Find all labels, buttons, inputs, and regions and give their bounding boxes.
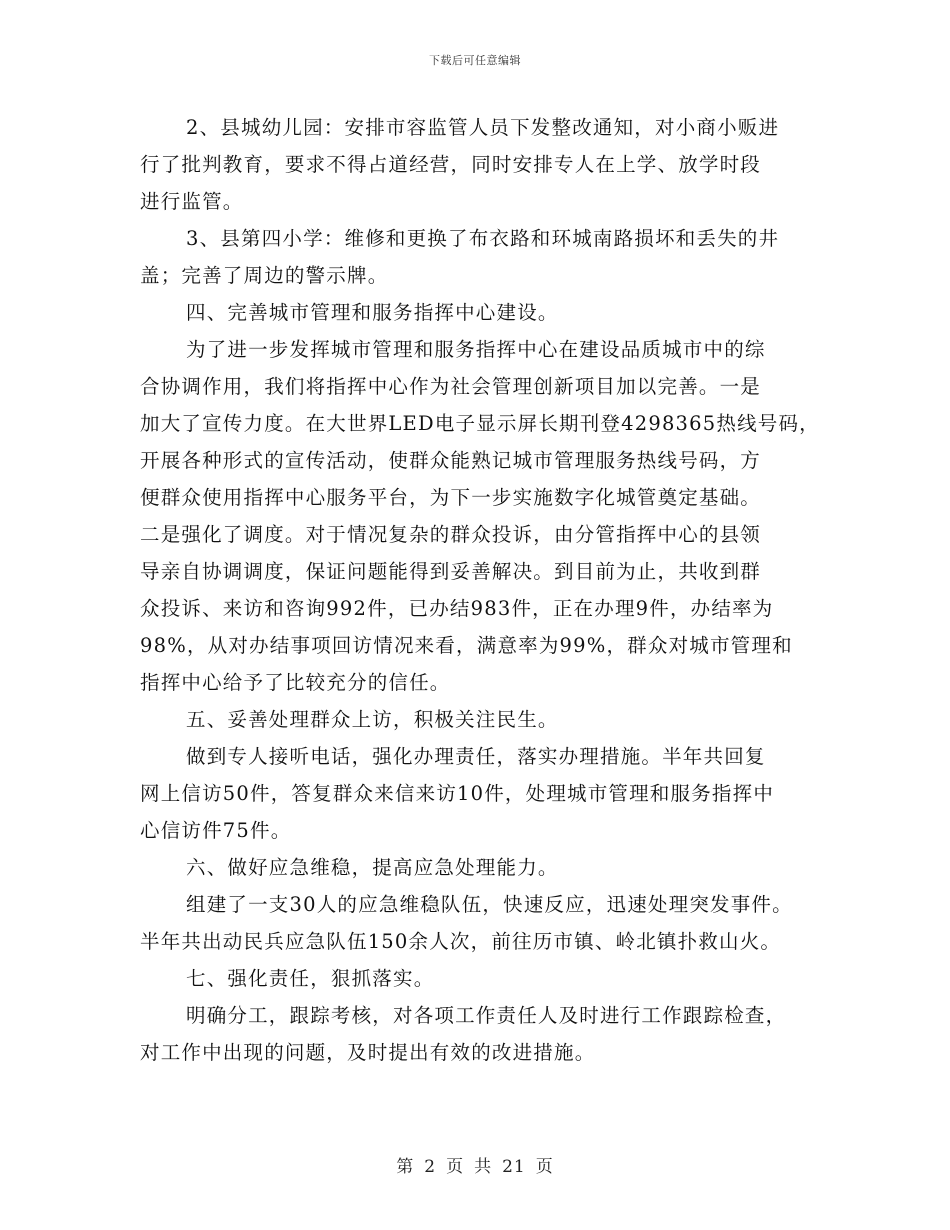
paragraph-line: 指挥中心给予了比较充分的信任。 <box>140 671 451 694</box>
paragraph-line: 导亲自协调调度，保证问题能得到妥善解决。到目前为止，共收到群 <box>140 560 762 583</box>
paragraph-line: 便群众使用指挥中心服务平台，为下一步实施数字化城管奠定基础。 <box>140 486 762 509</box>
paragraph-line: 开展各种形式的宣传活动，使群众能熟记城市管理服务热线号码，方 <box>140 449 762 472</box>
paragraph-line: 加大了宣传力度。在大世界LED电子显示屏长期刊登4298365热线号码， <box>140 412 820 435</box>
footer-suffix: 页 <box>535 1157 554 1177</box>
page-number-footer <box>0 1152 950 1177</box>
page-header-note: 下载后可任意编辑 <box>429 54 521 67</box>
paragraph-line: 为了进一步发挥城市管理和服务指挥中心在建设品质城市中的综 <box>186 338 766 361</box>
paragraph-line: 二是强化了调度。对于情况复杂的群众投诉，由分管指挥中心的县领 <box>140 523 762 546</box>
section-heading: 七、强化责任，狠抓落实。 <box>186 967 435 990</box>
paragraph-line: 做到专人接听电话，强化办理责任，落实办理措施。半年共回复 <box>186 745 766 768</box>
section-heading: 六、做好应急维稳，提高应急处理能力。 <box>186 856 559 879</box>
paragraph-line: 组建了一支30人的应急维稳队伍，快速反应，迅速处理突发事件。 <box>186 893 793 916</box>
paragraph-line: 众投诉、来访和咨询992件，已办结983件，正在办理9件，办结率为 <box>140 597 774 620</box>
total-pages-number: 21 <box>502 1157 526 1177</box>
document-body <box>140 109 830 1071</box>
footer-total-word: 共 <box>474 1157 493 1177</box>
footer-prefix: 第 <box>396 1157 415 1177</box>
paragraph-line: 网上信访50件，答复群众来信来访10件，处理城市管理和服务指挥中 <box>140 782 775 805</box>
paragraph-line: 进行监管。 <box>140 190 244 213</box>
section-heading: 四、完善城市管理和服务指挥中心建设。 <box>186 301 559 324</box>
paragraph-line: 行了批判教育，要求不得占道经营，同时安排专人在上学、放学时段 <box>140 153 762 176</box>
paragraph-line: 明确分工，跟踪考核，对各项工作责任人及时进行工作跟踪检查， <box>186 1004 787 1027</box>
paragraph-line: 合协调作用，我们将指挥中心作为社会管理创新项目加以完善。一是 <box>140 375 762 398</box>
paragraph-line: 2、县城幼儿园：安排市容监管人员下发整改通知，对小商小贩进 <box>186 116 780 139</box>
section-heading: 五、妥善处理群众上访，积极关注民生。 <box>186 708 559 731</box>
paragraph-line: 98%，从对办结事项回访情况来看，满意率为99%，群众对城市管理和 <box>140 634 793 657</box>
paragraph-line: 对工作中出现的问题，及时提出有效的改进措施。 <box>140 1041 596 1064</box>
paragraph-line: 3、县第四小学：维修和更换了布衣路和环城南路损坏和丢失的井 <box>186 227 780 250</box>
paragraph-line: 心信访件75件。 <box>140 819 292 842</box>
paragraph-line: 半年共出动民兵应急队伍150余人次，前往历市镇、岭北镇扑救山火。 <box>140 930 782 953</box>
footer-page-word: 页 <box>446 1157 465 1177</box>
paragraph-line: 盖；完善了周边的警示牌。 <box>140 264 389 287</box>
current-page-number: 2 <box>424 1157 437 1177</box>
